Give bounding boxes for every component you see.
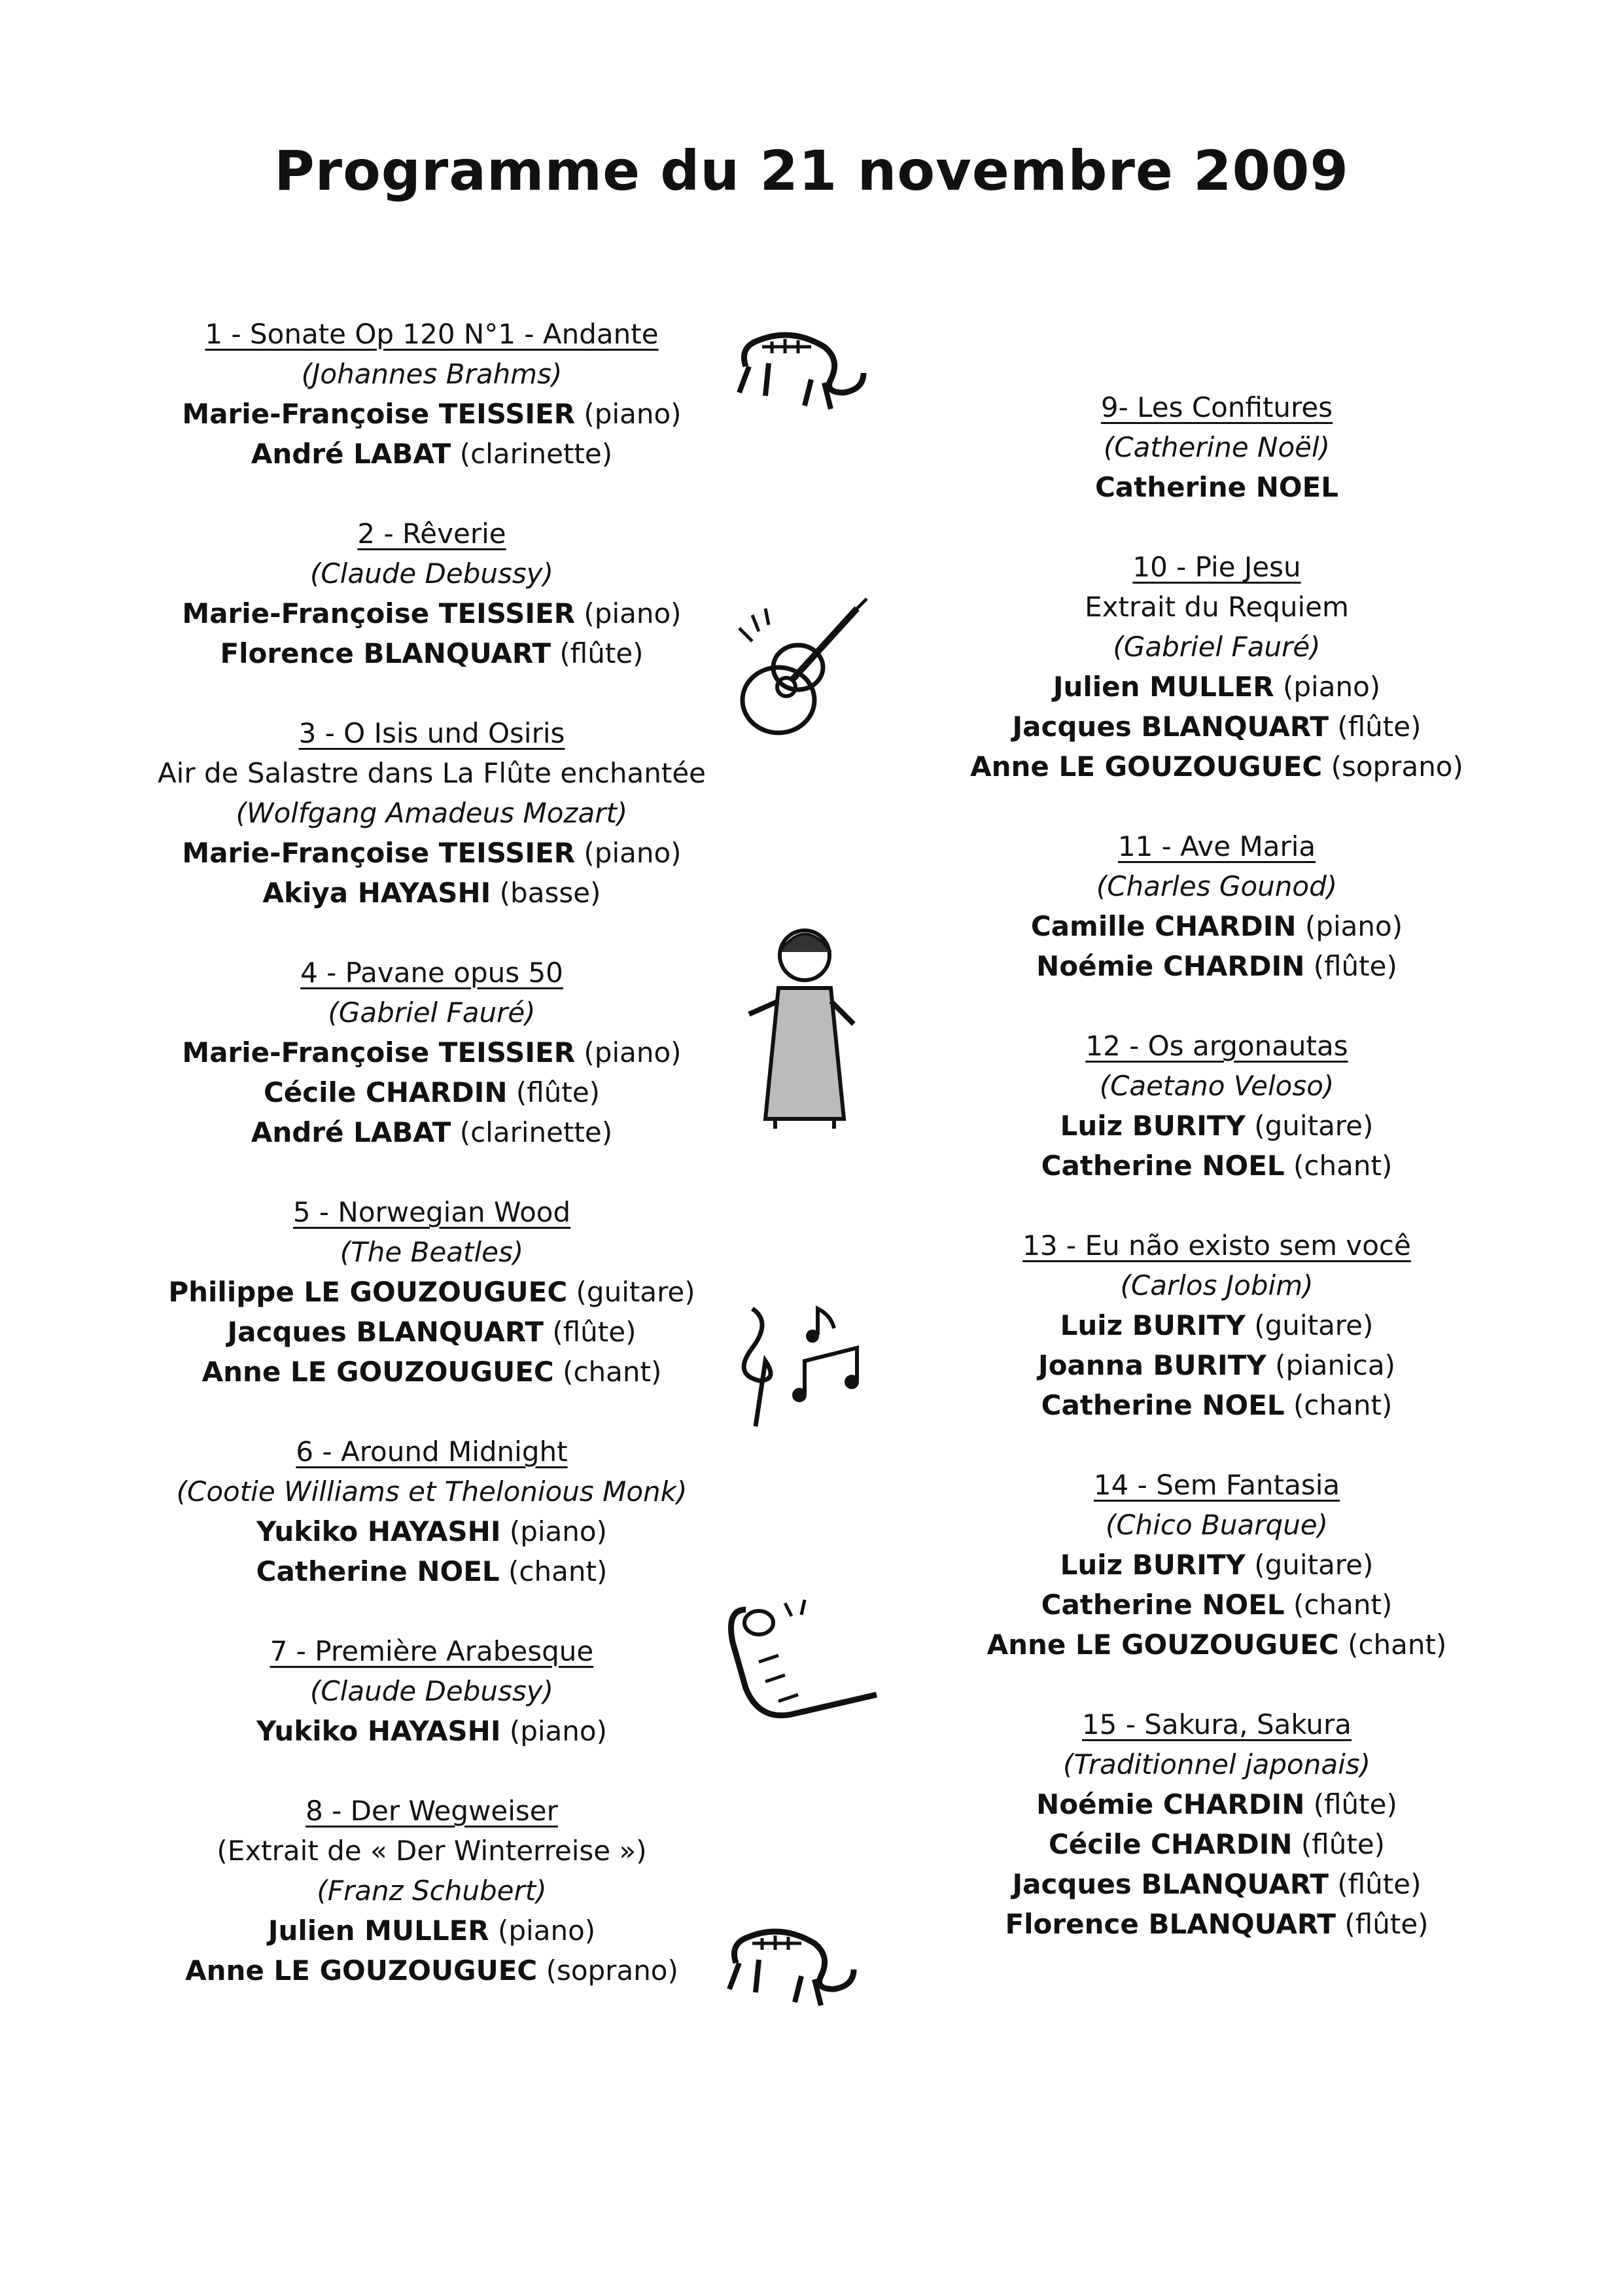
piece-title: 6 - Around Midnight: [296, 1436, 568, 1468]
composer: (Johannes Brahms): [301, 358, 563, 390]
performer: [105, 1951, 759, 1990]
performer-role: (flûte): [1344, 1908, 1429, 1940]
program-item: [968, 1465, 1465, 1665]
piece-title: 7 - Première Arabesque: [270, 1635, 594, 1667]
performer-name: Philippe LE GOUZOUGUEC: [168, 1276, 568, 1308]
program-item: [105, 1192, 759, 1392]
program-item: [968, 387, 1465, 507]
performer: [968, 1106, 1465, 1146]
performer-role: (piano): [584, 1036, 682, 1069]
composer: (Gabriel Fauré): [328, 997, 536, 1029]
performer-role: (flûte): [1337, 1868, 1422, 1900]
performer-name: Noémie CHARDIN: [1036, 1788, 1305, 1820]
performer-name: Luiz BURITY: [1060, 1110, 1246, 1142]
program-item: [105, 1631, 759, 1751]
program-item: [105, 314, 759, 474]
program-item: [968, 547, 1465, 786]
performer: [968, 1146, 1465, 1186]
program-column-right: [968, 387, 1465, 1984]
performer-role: (piano): [584, 837, 682, 869]
performer-role: (piano): [584, 597, 682, 629]
performer-role: (guitare): [1254, 1549, 1374, 1581]
program-item: [968, 1704, 1465, 1944]
program-column-left: [105, 314, 759, 2030]
piece-title: 2 - Rêverie: [357, 518, 506, 550]
performer-name: Julien MULLER: [1053, 671, 1274, 703]
performer-role: (basse): [499, 877, 601, 909]
performer-role: (chant): [563, 1356, 662, 1388]
saxophone-icon: [720, 1597, 890, 1727]
performer: [968, 1864, 1465, 1904]
performer-name: Yukiko HAYASHI: [256, 1715, 501, 1747]
performer-name: Luiz BURITY: [1060, 1309, 1246, 1341]
performer: [968, 1545, 1465, 1585]
performer: [105, 1033, 759, 1072]
performer: [968, 467, 1465, 507]
composer: (Claude Debussy): [309, 1675, 554, 1707]
program-item: [105, 1791, 759, 1990]
performer-name: Marie-Françoise TEISSIER: [182, 597, 576, 629]
performer-role: (chant): [1293, 1589, 1393, 1621]
program-item: [968, 1226, 1465, 1425]
lizard-icon: [733, 327, 877, 412]
composer: (Carlos Jobim): [1120, 1269, 1314, 1301]
performer-name: Anne LE GOUZOUGUEC: [201, 1356, 554, 1388]
performer: [968, 1585, 1465, 1625]
performer-name: Florence BLANQUART: [1005, 1908, 1336, 1940]
performer-role: (clarinette): [459, 438, 613, 470]
performer: [105, 593, 759, 633]
performer: [105, 1511, 759, 1551]
performer-name: Catherine NOEL: [1094, 471, 1339, 503]
performer-name: Marie-Françoise TEISSIER: [182, 398, 576, 430]
performer: [968, 707, 1465, 747]
performer-role: (soprano): [1331, 751, 1463, 783]
lizard-icon: [723, 1924, 867, 2009]
performer-name: Florence BLANQUART: [220, 637, 551, 669]
composer: (Charles Gounod): [1096, 870, 1338, 902]
performer: [968, 1824, 1465, 1864]
performer-name: Anne LE GOUZOUGUEC: [986, 1629, 1339, 1661]
performer: [968, 1784, 1465, 1824]
performer-name: Catherine NOEL: [256, 1555, 500, 1587]
piece-note: (Extrait de « Der Winterreise »): [217, 1835, 647, 1867]
performer: [968, 1345, 1465, 1385]
performer-name: Catherine NOEL: [1041, 1389, 1285, 1421]
performer-role: (chant): [508, 1555, 608, 1587]
piece-note: Air de Salastre dans La Flûte enchantée: [157, 757, 707, 789]
performer-role: (piano): [1304, 910, 1403, 942]
performer: [105, 1072, 759, 1112]
composer: (Gabriel Fauré): [1113, 631, 1321, 663]
piece-title: 13 - Eu não existo sem você: [1022, 1229, 1411, 1262]
performer: [968, 906, 1465, 946]
performer-role: (piano): [509, 1715, 607, 1747]
performer-name: Cécile CHARDIN: [263, 1076, 508, 1108]
program-item: [105, 1432, 759, 1591]
performer: [968, 1625, 1465, 1665]
performer-name: Jacques BLANQUART: [1012, 1868, 1329, 1900]
performer-role: (chant): [1293, 1150, 1393, 1182]
music-notes-icon: [726, 1296, 877, 1433]
performer-name: Julien MULLER: [268, 1915, 489, 1947]
piece-note: Extrait du Requiem: [1085, 591, 1349, 623]
performer: [968, 1305, 1465, 1345]
composer: (Franz Schubert): [317, 1875, 547, 1907]
piece-title: 4 - Pavane opus 50: [300, 957, 563, 989]
performer-role: (piano): [1283, 671, 1381, 703]
performer-name: Anne LE GOUZOUGUEC: [185, 1954, 538, 1987]
performer: [105, 1911, 759, 1951]
performer: [105, 1711, 759, 1751]
performer-role: (piano): [498, 1915, 596, 1947]
performer: [105, 394, 759, 434]
performer-name: Anne LE GOUZOUGUEC: [970, 751, 1323, 783]
piece-title: 12 - Os argonautas: [1085, 1030, 1348, 1062]
performer-name: André LABAT: [251, 438, 451, 470]
piece-title: 11 - Ave Maria: [1117, 830, 1316, 862]
performer: [968, 747, 1465, 786]
piece-title: 3 - O Isis und Osiris: [298, 717, 565, 749]
performer-name: Joanna BURITY: [1038, 1349, 1266, 1381]
performer: [105, 1551, 759, 1591]
performer-role: (soprano): [546, 1954, 678, 1987]
program-item: [968, 1026, 1465, 1186]
performer: [105, 1272, 759, 1312]
performer-role: (guitare): [1254, 1110, 1374, 1142]
performer: [105, 873, 759, 913]
performer: [105, 434, 759, 474]
program-item: [105, 953, 759, 1152]
performer-name: Cécile CHARDIN: [1048, 1828, 1293, 1860]
composer: (Traditionnel japonais): [1062, 1748, 1371, 1780]
performer: [105, 1352, 759, 1392]
performer-name: Noémie CHARDIN: [1036, 950, 1305, 982]
performer-role: (guitare): [1254, 1309, 1374, 1341]
performer-role: (chant): [1293, 1389, 1393, 1421]
composer: (Chico Buarque): [1105, 1509, 1329, 1541]
performer-role: (piano): [509, 1515, 607, 1547]
composer: (Claude Debussy): [309, 557, 554, 590]
performer-role: (chant): [1348, 1629, 1447, 1661]
singer-icon: [739, 916, 870, 1132]
performer: [968, 1385, 1465, 1425]
composer: (Cootie Williams et Thelonious Monk): [176, 1475, 688, 1508]
performer-role: (flûte): [559, 637, 644, 669]
performer: [105, 633, 759, 673]
piece-title: 14 - Sem Fantasia: [1093, 1469, 1340, 1501]
performer-role: (flûte): [1337, 711, 1422, 743]
performer-name: Jacques BLANQUART: [227, 1316, 544, 1348]
performer-role: (flûte): [1313, 1788, 1397, 1820]
program-item: [968, 826, 1465, 986]
performer: [968, 1904, 1465, 1944]
performer: [105, 1312, 759, 1352]
performer-role: (flûte): [1313, 950, 1397, 982]
piece-title: 10 - Pie Jesu: [1132, 551, 1301, 583]
composer: (The Beatles): [340, 1236, 524, 1268]
composer: (Caetano Veloso): [1099, 1070, 1335, 1102]
performer-name: Marie-Françoise TEISSIER: [182, 837, 576, 869]
program-item: [105, 514, 759, 673]
performer-role: (clarinette): [459, 1116, 613, 1148]
performer-name: Catherine NOEL: [1041, 1589, 1285, 1621]
performer-name: Akiya HAYASHI: [262, 877, 491, 909]
performer-name: Jacques BLANQUART: [1012, 711, 1329, 743]
guitar-icon: [726, 589, 883, 746]
performer: [968, 946, 1465, 986]
performer-name: Marie-Françoise TEISSIER: [182, 1036, 576, 1069]
page-title: Programme du 21 novembre 2009: [274, 139, 1349, 203]
program-item: [105, 713, 759, 913]
performer-role: (flûte): [1300, 1828, 1386, 1860]
piece-title: 15 - Sakura, Sakura: [1081, 1708, 1352, 1740]
performer: [105, 1112, 759, 1152]
performer-name: Yukiko HAYASHI: [256, 1515, 501, 1547]
performer: [105, 833, 759, 873]
performer-role: (guitare): [576, 1276, 695, 1308]
performer-role: (piano): [584, 398, 682, 430]
composer: (Catherine Noël): [1103, 431, 1331, 463]
performer-role: (flûte): [515, 1076, 601, 1108]
performer-role: (flûte): [552, 1316, 637, 1348]
piece-title: 5 - Norwegian Wood: [292, 1196, 571, 1228]
piece-title: 1 - Sonate Op 120 N°1 - Andante: [205, 318, 659, 350]
performer-name: Camille CHARDIN: [1030, 910, 1297, 942]
performer-name: Catherine NOEL: [1041, 1150, 1285, 1182]
piece-title: 8 - Der Wegweiser: [305, 1795, 558, 1827]
performer-name: Luiz BURITY: [1060, 1549, 1246, 1581]
performer-role: (pianica): [1275, 1349, 1396, 1381]
piece-title: 9- Les Confitures: [1100, 391, 1333, 423]
performer: [968, 667, 1465, 707]
composer: (Wolfgang Amadeus Mozart): [236, 797, 628, 829]
performer-name: André LABAT: [251, 1116, 451, 1148]
